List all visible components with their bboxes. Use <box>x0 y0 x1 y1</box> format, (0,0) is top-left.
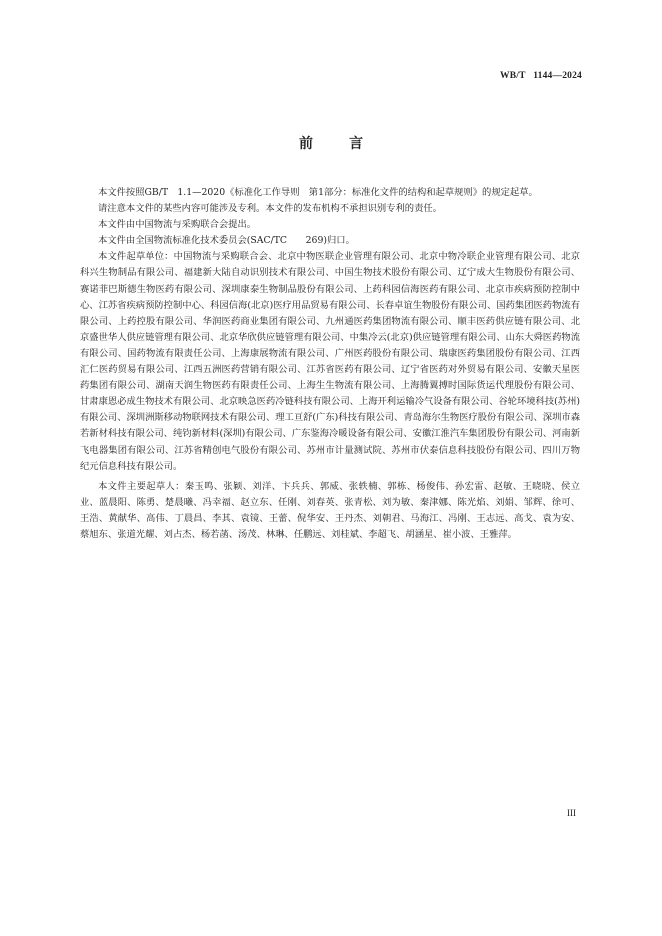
foreword-body <box>80 185 580 543</box>
paragraph-drafters: 本文件主要起草人：秦玉鸣、张颖、刘洋、卞兵兵、郭威、张轶楠、郭栋、杨俊伟、孙宏雷、赵敏、王晓晓、侯立业、蓝晨阳、陈勇、楚晨曦、冯幸福、赵立东、任刚、刘春英、张青松、刘为敏、秦津娜、陈光焰、刘娟、邹辉、徐可、王浩、黄献华、高伟、丁晨昌、李其、袁镜、王蕾、倪华安、王丹杰、刘朝君、马海江、冯刚、王志远、高戈、袁为安、蔡旭东、张道光耀、刘占杰、杨若菡、汤茂、林琳、任鹏远、刘桂斌、李超飞、胡涵星、崔小波、王雅萍。 <box>80 480 580 540</box>
page-title: 前言 <box>299 136 399 152</box>
paragraph-drafting-units: 本文件起草单位：中国物流与采购联合会、北京中物医联企业管理有限公司、北京中物冷联企业管理有限公司、北京科兴生物制品有限公司、福建新大陆自动识别技术有限公司、中国生物技术股份有限公司、辽宁成大生物股份有限公司、赛诺菲巴斯德生物医药有限公司、深圳康泰生物制品股份有限公司、上药科园信海医药有限公司、北京市疾病预防控制中心、江苏省疾病预防控制中心、科园信海(北京)医疗用品贸易有限公司、长春卓谊生物股份有限公司、国药集团医药物流有限公司、上药控股有限公司、华润医药商业集团有限公司、九州通医药集团物流有限公司、顺丰医药供应链有限公司、北京盛世华人供应链管理有限公司、北京华欣供应链管理有限公司、中集冷云(北京)供应链管理有限公司、山东大舜医药物流有限公司、国药物流有限责任公司、上海康展物流有限公司、广州医药股份有限公司、瑞康医药集团股份有限公司、江西汇仁医药贸易有限公司、江西五洲医药营销有限公司、江苏省医药有限公司、辽宁省医药对外贸易有限公司、安徽天星医药集团有限公司、湖南天润生物医药有限责任公司、上海生生物流有限公司、上海腾翼搏时国际货运代理股份有限公司、甘肃康恩必成生物技术有限公司、北京映急医药冷链科技有限公司、上海开利运输冷气设备有限公司、谷轮环境科技(苏州)有限公司、深圳洲斯移动物联网技术有限公司、理工亘舒(广东)科技有限公司、青岛海尔生物医疗股份有限公司、深圳市森若新材科技有限公司、纯钧新材料(深圳)有限公司、广东鉴海冷暖设备有限公司、安徽江淮汽车集团股份有限公司、河南新飞电器集团有限公司、江苏省精创电气股份有限公司、苏州市计量测试院、苏州市伏泰信息科技股份有限公司、四川万物纪元信息科技有限公司。 <box>80 251 580 472</box>
paragraph-committee: 本文件由全国物流标准化技术委员会(SAC/TC 269)归口。 <box>98 235 355 247</box>
standard-number: WB/T 1144—2024 <box>500 71 582 81</box>
page-number: III <box>567 808 576 818</box>
paragraph-drafting-rules: 本文件按照GB/T 1.1—2020《标准化工作导则 第1部分：标准化文件的结构和起草规则》的规定起草。 <box>98 187 538 198</box>
paragraph-patent-notice: 请注意本文件的某些内容可能涉及专利。本文件的发布机构不承担识别专利的责任。 <box>98 203 442 215</box>
paragraph-proposer: 本文件由中国物流与采购联合会提出。 <box>98 219 257 231</box>
